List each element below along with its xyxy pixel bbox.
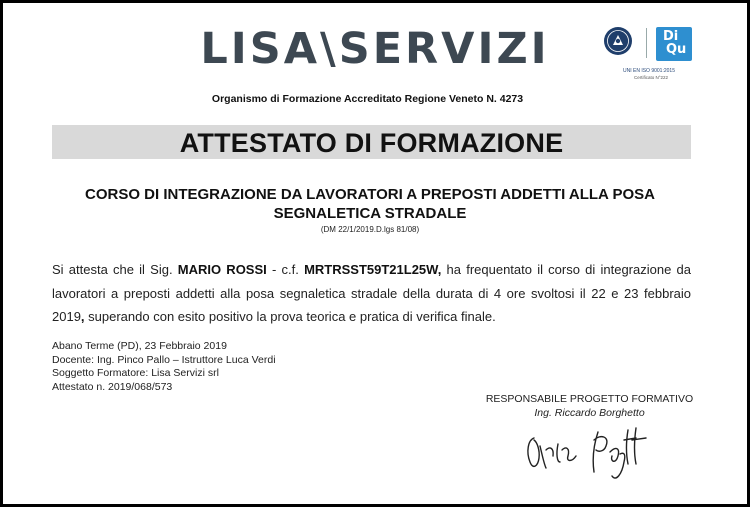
- attestation-text: [52, 258, 691, 329]
- trainer-line: Soggetto Formatore: Lisa Servizi srl: [52, 367, 219, 379]
- responsible-block: [462, 393, 717, 420]
- teacher-line: Docente: Ing. Pinco Pallo – Istruttore Luca Verdi: [52, 353, 276, 366]
- course-title-line1: CORSO DI INTEGRAZIONE DA LAVORATORI A PREPOSTI ADDETTI ALLA POSA: [84, 186, 655, 203]
- course-title-line2: SEGNALETICA STRADALE: [273, 205, 467, 222]
- logo-left: LISA: [200, 24, 320, 74]
- logo-right: SERVIZI: [338, 24, 550, 74]
- diqu-top: Di: [663, 29, 679, 44]
- signature-icon: [520, 418, 660, 484]
- participant-name: MARIO ROSSI: [177, 262, 267, 277]
- fiscal-code: MRTRSST59T21L25W,: [304, 262, 442, 277]
- organization-line: Organismo di Formazione Accreditato Regione Veneto N. 4273: [211, 93, 524, 105]
- page-title: ATTESTATO DI FORMAZIONE: [179, 128, 564, 158]
- course-title: [40, 185, 700, 223]
- diqu-logo: [656, 27, 692, 61]
- attestation-body: ha frequentato il corso di integrazione da lavoratori a preposti addetti alla posa segnaletica stradale della durata di 4 ore svoltosi il 22 e 23 febbraio 2019: [52, 262, 691, 324]
- accredia-seal-icon: [603, 26, 633, 60]
- course-reference: (DM 22/1/2019.D.lgs 81/08): [320, 225, 420, 234]
- attestation-intro: Si attesta che il Sig.: [52, 262, 178, 277]
- certification-badges: [601, 26, 701, 86]
- responsible-role: RESPONSABILE PROGETTO FORMATIVO: [485, 393, 694, 405]
- attestation-comma: ,: [80, 309, 85, 324]
- cert-number: Certificato N°222: [633, 75, 669, 80]
- iso-label: UNI EN ISO 9001:2015: [623, 68, 675, 74]
- badge-divider: [646, 28, 647, 58]
- place-date: Abano Terme (PD), 23 Febbraio 2019: [52, 340, 227, 352]
- responsible-name: Ing. Riccardo Borghetto: [534, 406, 645, 419]
- attestation-outcome: superando con esito positivo la prova teorica e pratica di verifica finale.: [84, 309, 496, 324]
- logo-slash: \: [320, 24, 339, 74]
- diqu-bottom: Qu: [666, 42, 687, 57]
- cf-label: - c.f.: [266, 262, 305, 277]
- certificate-number: Attestato n. 2019/068/573: [52, 380, 173, 393]
- title-bar: [52, 125, 691, 159]
- certificate-details: [52, 340, 276, 394]
